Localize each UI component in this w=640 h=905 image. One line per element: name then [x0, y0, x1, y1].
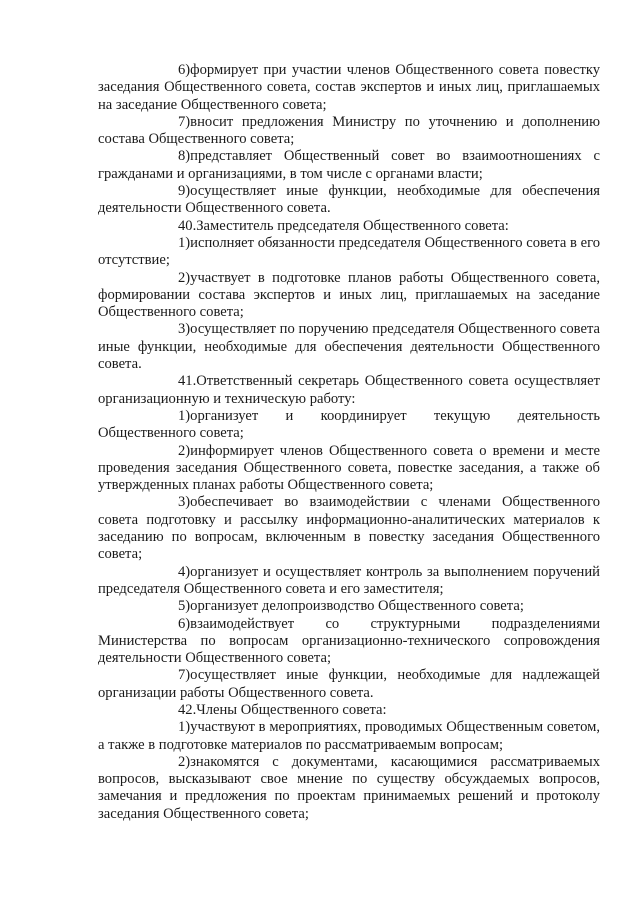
item-number: 4) [178, 563, 191, 580]
item-number: 6) [178, 615, 191, 632]
paragraph-text: вносит предложения Министру по уточнению и дополнению состава Общественного совета; [98, 113, 600, 148]
paragraph-42-1 [98, 719, 600, 754]
paragraph-7 [98, 114, 600, 149]
paragraph-text: организует делопроизводство Общественного совета; [190, 598, 524, 615]
paragraph-41-7 [98, 667, 600, 702]
paragraph-text: Ответственный секретарь Общественного совета осуществляет организационную и техническую работу: [98, 373, 600, 407]
item-number: 2) [178, 269, 191, 286]
paragraph-41-2 [98, 443, 600, 495]
paragraph-text: взаимодействует со структурными подразделениями Министерства по вопросам организационно-технического сопровождения деятельности Общественного совета; [98, 615, 600, 667]
document-page [98, 62, 600, 823]
paragraph-text: представляет Общественный совет во взаимоотношениях с гражданами и организациями, в том числе с органами власти; [98, 148, 600, 182]
item-number: 8) [178, 148, 191, 165]
item-number: 2) [178, 753, 191, 770]
paragraph-text: организует и координирует текущую деятельность Общественного совета; [98, 407, 600, 442]
section-number: 42. [178, 701, 197, 718]
section-number: 40. [178, 217, 197, 234]
paragraph-8 [98, 148, 600, 183]
paragraph-40-3 [98, 321, 600, 373]
item-number: 2) [178, 442, 191, 459]
paragraph-text: осуществляет иные функции, необходимые для обеспечения деятельности Общественного совета. [98, 183, 600, 217]
paragraph-41-6 [98, 616, 600, 668]
paragraph-40-1 [98, 235, 600, 270]
paragraph-text: осуществляет иные функции, необходимые для надлежащей организации работы Общественного совета. [98, 667, 600, 701]
section-40 [98, 218, 600, 235]
item-number: 7) [178, 113, 191, 130]
item-number: 3) [178, 494, 191, 511]
paragraph-41-5 [98, 598, 600, 615]
paragraph-41-3 [98, 494, 600, 563]
paragraph-41-4 [98, 564, 600, 599]
paragraph-text: Члены Общественного совета: [196, 701, 387, 718]
paragraph-41-1 [98, 408, 600, 443]
section-number: 41. [178, 373, 197, 390]
item-number: 5) [178, 598, 191, 615]
paragraph-text: знакомятся с документами, касающимися рассматриваемых вопросов, высказывают свое мнение по существу обсуждаемых вопросов, замечания и предложения по проектам принимаемых решений и протоколу заседания Общественного совета; [98, 753, 600, 822]
item-number: 1) [178, 407, 191, 424]
paragraph-text: обеспечивает во взаимодействии с членами Общественного совета подготовку и рассылку информационно-аналитических материалов к заседанию по вопросам, включенным в повестку заседания Общественного совета; [98, 494, 600, 563]
section-42 [98, 702, 600, 719]
paragraph-text: участвуют в мероприятиях, проводимых Общественным советом, а также в подготовке материалов по рассматриваемым вопросам; [98, 719, 600, 753]
paragraph-text: организует и осуществляет контроль за выполнением поручений председателя Общественного совета и его заместителя; [98, 563, 600, 597]
paragraph-40-2 [98, 270, 600, 322]
paragraph-9 [98, 183, 600, 218]
item-number: 6) [178, 62, 191, 78]
paragraph-text: участвует в подготовке планов работы Общественного совета, формировании состава экспертов и иных лиц, приглашаемых на заседание Общественного совета; [98, 269, 600, 321]
item-number: 9) [178, 183, 191, 200]
paragraph-text: формирует при участии членов Общественного совета повестку заседания Общественного совета, состав экспертов и иных лиц, приглашаемых на заседание Общественного совета; [98, 62, 600, 113]
paragraph-text: исполняет обязанности председателя Общественного совета в его отсутствие; [98, 234, 600, 269]
section-41 [98, 373, 600, 408]
paragraph-42-2 [98, 754, 600, 823]
paragraph-text: Заместитель председателя Общественного совета: [196, 217, 509, 234]
paragraph-text: информирует членов Общественного совета о времени и месте проведения заседания Общественного совета, повестке заседания, а также об утвержденных планах работы Общественного совета; [98, 442, 600, 494]
item-number: 7) [178, 667, 191, 684]
paragraph-text: осуществляет по поручению председателя Общественного совета иные функции, необходимые для обеспечения деятельности Общественного совета. [98, 321, 600, 373]
item-number: 1) [178, 719, 191, 736]
item-number: 1) [178, 234, 191, 251]
item-number: 3) [178, 321, 191, 338]
paragraph-6 [98, 62, 600, 114]
